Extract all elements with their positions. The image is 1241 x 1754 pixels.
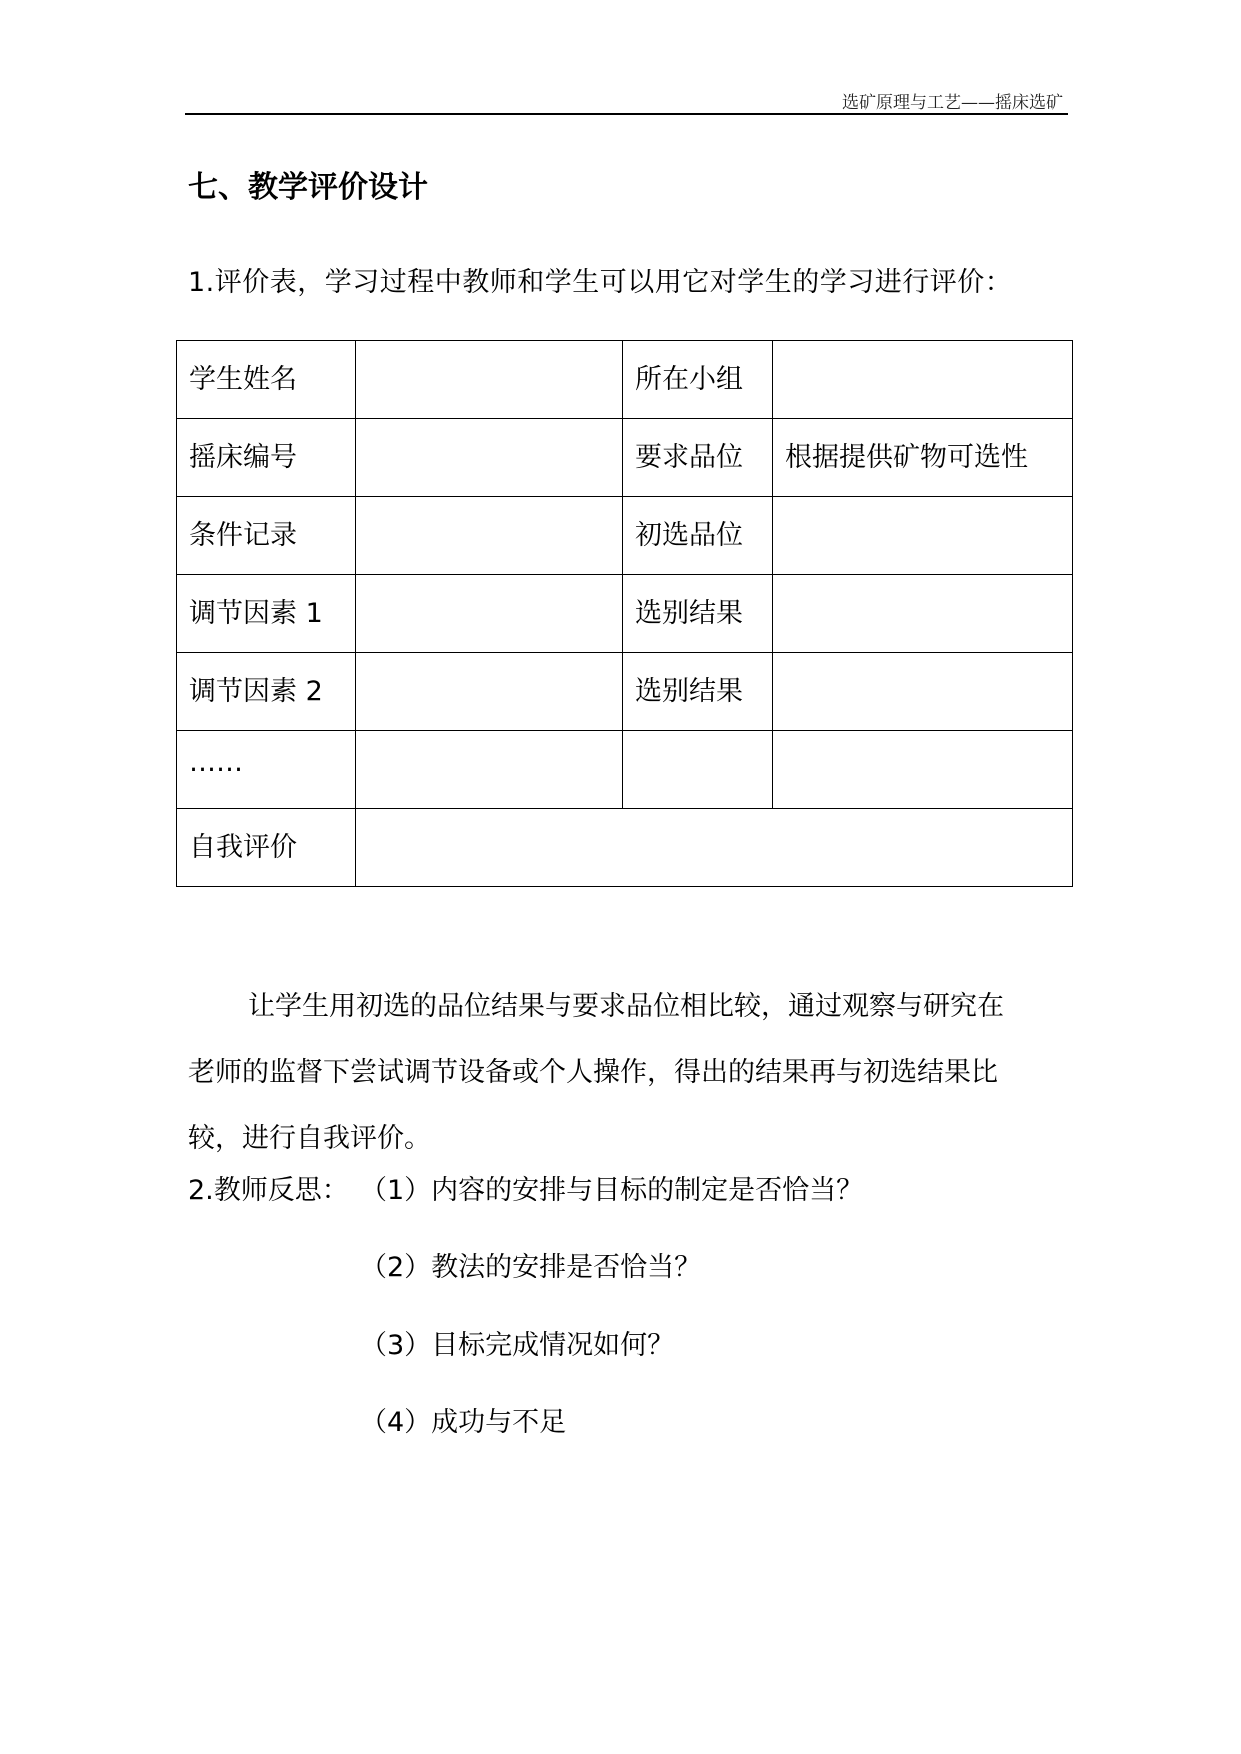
table-cell: 学生姓名 — [177, 341, 356, 419]
table-cell: 调节因素 1 — [177, 575, 356, 653]
table-row — [177, 341, 1073, 419]
description-paragraph — [188, 974, 1068, 1172]
table-cell: 选别结果 — [623, 575, 773, 653]
reflection-item: （1）内容的安排与目标的制定是否恰当？ — [360, 1175, 864, 1206]
table-cell: 选别结果 — [623, 653, 773, 731]
header-rule — [185, 113, 1068, 115]
table-cell — [773, 653, 1073, 731]
table-cell — [356, 653, 623, 731]
table-cell — [356, 341, 623, 419]
table-row — [177, 575, 1073, 653]
table-row — [177, 809, 1073, 887]
table-cell: 条件记录 — [177, 497, 356, 575]
table-cell: 根据提供矿物可选性 — [773, 419, 1073, 497]
table-cell: 所在小组 — [623, 341, 773, 419]
evaluation-table — [176, 340, 1073, 887]
table-cell-self-evaluation — [356, 809, 1073, 887]
reflection-item: （2）教法的安排是否恰当？ — [360, 1252, 702, 1283]
reflection-item: （4）成功与不足 — [360, 1407, 567, 1438]
table-cell: 要求品位 — [623, 419, 773, 497]
paragraph-line: 让学生用初选的品位结果与要求品位相比较，通过观察与研究在 — [248, 991, 1004, 1022]
section-heading: 七、教学评价设计 — [188, 170, 428, 205]
table-cell: 初选品位 — [623, 497, 773, 575]
table-cell — [356, 731, 623, 809]
table-cell: 摇床编号 — [177, 419, 356, 497]
table-cell: 自我评价 — [177, 809, 356, 887]
table-cell — [773, 497, 1073, 575]
table-cell — [773, 341, 1073, 419]
table-cell — [356, 419, 623, 497]
paragraph-line: 较，进行自我评价。 — [188, 1123, 431, 1154]
table-cell — [623, 731, 773, 809]
table-row — [177, 419, 1073, 497]
table-cell — [356, 575, 623, 653]
table-cell — [773, 731, 1073, 809]
table-cell — [356, 497, 623, 575]
intro-text: 1.评价表，学习过程中教师和学生可以用它对学生的学习进行评价： — [188, 267, 1013, 298]
table-row — [177, 731, 1073, 809]
table-row — [177, 497, 1073, 575]
reflection-label: 2.教师反思： — [188, 1175, 349, 1206]
table-cell: 调节因素 2 — [177, 653, 356, 731]
paragraph-line: 老师的监督下尝试调节设备或个人操作，得出的结果再与初选结果比 — [188, 1057, 998, 1088]
reflection-item: （3）目标完成情况如何？ — [360, 1330, 675, 1361]
table-row — [177, 653, 1073, 731]
table-cell — [773, 575, 1073, 653]
running-header: 选矿原理与工艺——摇床选矿 — [842, 93, 1063, 113]
table-cell: …… — [177, 731, 356, 809]
